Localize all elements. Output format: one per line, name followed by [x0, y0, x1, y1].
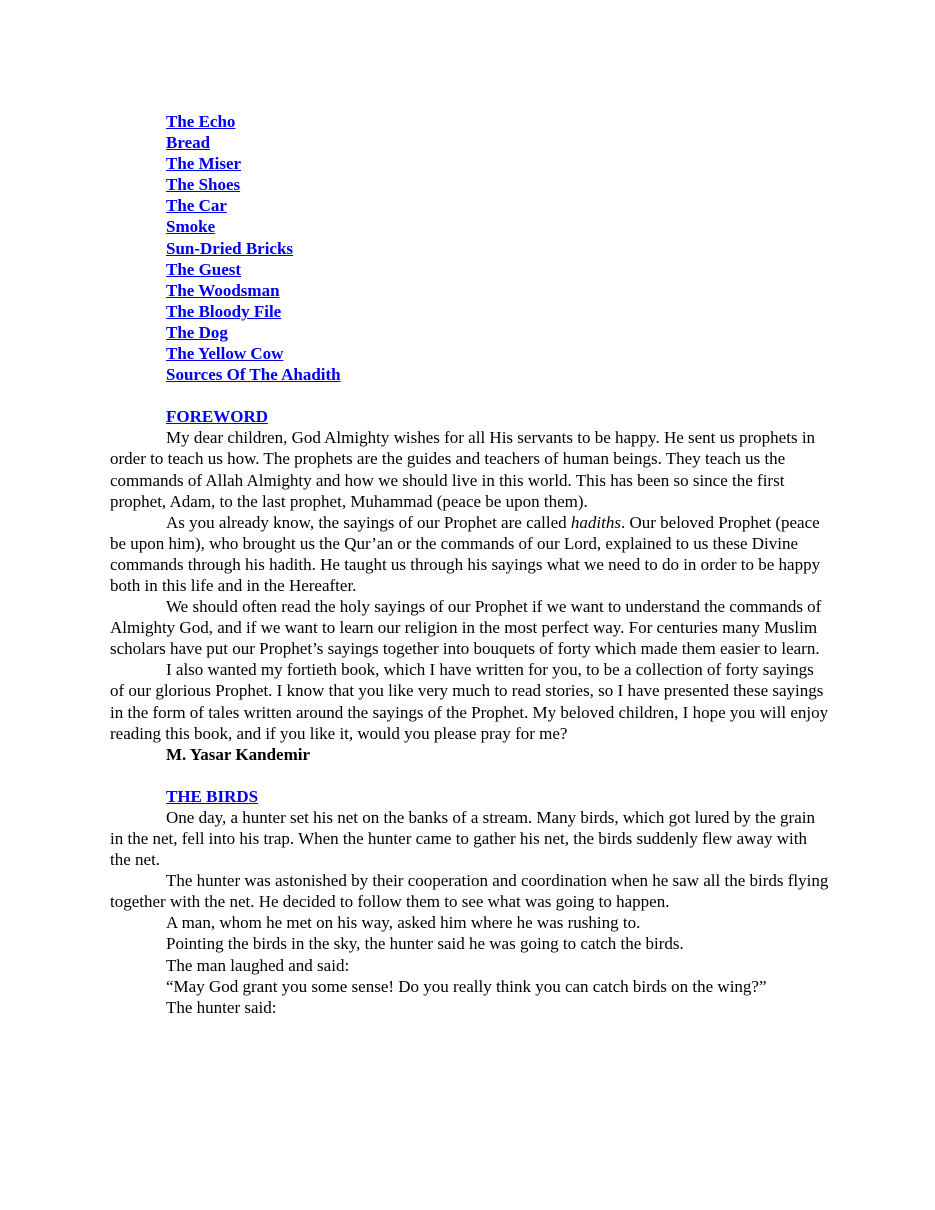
- story-paragraph: A man, whom he met on his way, asked him where he was rushing to.: [166, 913, 641, 933]
- document-page: [110, 111, 830, 1018]
- toc-link-sun-dried-bricks[interactable]: Sun-Dried Bricks: [166, 238, 294, 258]
- birds-heading: [110, 786, 830, 807]
- toc-link-the-guest[interactable]: The Guest: [166, 259, 242, 279]
- toc-item: [110, 343, 830, 364]
- foreword-paragraph: I also wanted my fortieth book, which I have written for you, to be a collection of forty sayings of our glorious Prophet. I know that you like very much to read stories, so I have presented these sayings in the form of tales written around the sayings of the Prophet. My beloved children, I hope you will enjoy reading this book, and if you like it, would you please pray for me?: [110, 660, 829, 743]
- foreword-heading: [110, 406, 830, 427]
- foreword-heading-link[interactable]: FOREWORD: [166, 407, 268, 427]
- toc-link-the-dog[interactable]: The Dog: [166, 322, 228, 342]
- toc-link-the-car[interactable]: The Car: [166, 196, 227, 216]
- toc-link-smoke[interactable]: Smoke: [166, 217, 216, 237]
- toc-item: [110, 111, 830, 132]
- table-of-contents: [110, 111, 830, 385]
- toc-link-the-woodsman[interactable]: The Woodsman: [166, 280, 280, 300]
- foreword-paragraph: We should often read the holy sayings of our Prophet if we want to understand the commands of Almighty God, and if we want to learn our religion in the most perfect way. For centuries many Muslim scholars have put our Prophet’s sayings together into bouquets of forty which made them easier to learn.: [110, 597, 822, 659]
- birds-heading-link[interactable]: THE BIRDS: [166, 786, 259, 806]
- text-span: As you already know, the sayings of our Prophet are called: [166, 512, 571, 532]
- toc-item: [110, 195, 830, 216]
- story-paragraph: The hunter said:: [166, 997, 277, 1017]
- story-paragraph: One day, a hunter set his net on the banks of a stream. Many birds, which got lured by the grain in the net, fell into his trap. When the hunter came to gather his net, the birds suddenly flew away with the net.: [110, 807, 815, 870]
- toc-item: [110, 238, 830, 259]
- story-paragraph: The hunter was astonished by their cooperation and coordination when he saw all the birds flying together with the net. He decided to follow them to see what was going to happen.: [110, 871, 829, 912]
- toc-link-the-echo[interactable]: The Echo: [166, 112, 236, 131]
- toc-item: [110, 322, 830, 343]
- toc-link-bread[interactable]: Bread: [166, 133, 211, 153]
- toc-item: [110, 216, 830, 237]
- foreword-paragraph: [110, 512, 830, 596]
- story-paragraph: “May God grant you some sense! Do you really think you can catch birds on the wing?”: [166, 976, 767, 996]
- toc-item: [110, 364, 830, 385]
- toc-item: [110, 259, 830, 280]
- toc-item: [110, 132, 830, 153]
- toc-item: [110, 280, 830, 301]
- toc-link-the-shoes[interactable]: The Shoes: [166, 175, 241, 195]
- toc-item: [110, 153, 830, 174]
- toc-item: [110, 174, 830, 195]
- story-paragraph: Pointing the birds in the sky, the hunter said he was going to catch the birds.: [166, 934, 684, 954]
- toc-link-the-miser[interactable]: The Miser: [166, 154, 242, 174]
- text-span: . Our beloved Prophet (peace be upon him), who brought us the Qur’an or the commands of our Lord, explained to us these Divine commands through his hadith. He taught us through his sayings what we need to do in order to be happy both in this life and in the Hereafter.: [110, 512, 821, 595]
- toc-item: [110, 301, 830, 322]
- foreword-paragraph: My dear children, God Almighty wishes for all His servants to be happy. He sent us prophets in order to teach us how. The prophets are the guides and teachers of human beings. They teach us the commands of Allah Almighty and how we should live in this world. This has been so since the first prophet, Adam, to the last prophet, Muhammad (peace be upon them).: [110, 428, 816, 511]
- toc-link-the-bloody-file[interactable]: The Bloody File: [166, 301, 282, 321]
- story-paragraph: The man laughed and said:: [166, 955, 350, 975]
- author-signature: M. Yasar Kandemir: [166, 744, 311, 764]
- italic-term: hadiths: [570, 512, 621, 532]
- toc-link-sources[interactable]: Sources Of The Ahadith: [166, 365, 341, 385]
- toc-link-the-yellow-cow[interactable]: The Yellow Cow: [166, 344, 284, 364]
